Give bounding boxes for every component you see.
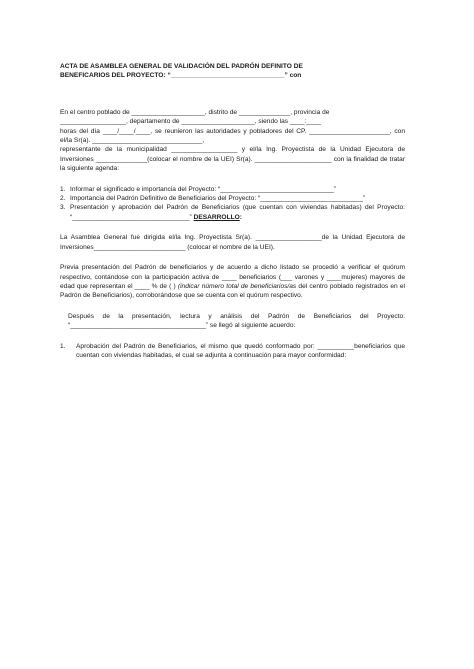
intro-line-1: En el centro poblado de ____________________, distrito de ______________, provincia de [60, 108, 330, 116]
quorum-italic-note: (indicar número total de beneficiarios/as [177, 282, 297, 290]
agreement-text: Aprobación del Padrón de Beneficiarios, el mismo que quedó conformado por: __________beneficiarios que cuentan con viviendas habitadas, el cual se adjunta a continuación para mayor conformidad: [76, 342, 405, 359]
intro-line-3: horas del día ____/____/____, se reunieron las autoridades y pobladores del CP. ______________________, con el/la Sr(a). ______________________________, [60, 127, 405, 145]
agenda-item [60, 194, 405, 203]
agenda-item [60, 185, 405, 194]
agenda-item-number: 3. [60, 204, 66, 212]
agenda-item-text: Presentación y aprobación del Padrón de Beneficiarios (que cuentan con viviendas habitadas) del Proyecto: “________________________________” [70, 204, 405, 221]
intro-line-2: __________________, departamento de ____________________, siendo las ____:____ [60, 118, 322, 126]
agenda-list [60, 185, 405, 223]
agenda-item-number: 2. [60, 195, 66, 203]
agenda-item-number: 1. [60, 185, 66, 193]
quorum-paragraph [60, 263, 405, 301]
title-line-1: ACTA DE ASAMBLEA GENERAL DE VALIDACIÓN DEL PADRÓN DEFINITO DE [60, 63, 303, 70]
title-line-2: BENEFICARIOS DEL PROYECTO: “_______________________________” con [60, 72, 302, 80]
review-paragraph: Después de la presentación, lectura y análisis del Padrón de Beneficiarios del Proyecto: “_____________________________________” se llegó al siguiente acuerdo: [68, 312, 405, 330]
direction-paragraph: La Asamblea General fue dirigida el/la Ing. Proyectista Sr(a). __________________de la Unidad Ejecutora de Inversiones_________________________ (colocar el nombre de la UEI). [60, 234, 405, 251]
quorum-text-a: Previa presentación del Padrón de beneficiarios y de acuerdo a dicho listado se procedió a verificar el quórum respectivo, contándose con la participación activa de ____ beneficiarios (___ varones y ____mujeres) mayores de edad que representan el ____ % de ( ) [60, 264, 405, 290]
intro-paragraph [60, 108, 405, 174]
agreement-item [60, 342, 405, 361]
document-body [60, 62, 405, 360]
document-title [60, 62, 405, 81]
agenda-item [60, 203, 405, 222]
quorum-text-b: del centro poblado registrados en el Padrón de Beneficiarios), corroborándose que se cuenta con el quórum respectivo. [60, 282, 405, 300]
agenda-item-text: Informar el significado e importancia del Proyecto: “_______________________________” [70, 185, 337, 193]
intro-line-4: representante de la municipalidad __________________ y el/la Ing. Proyectista de la Unidad Ejecutora de Inversiones ______________(colocar el nombre de la UEI) Sr(a). _____________________ con la finalidad de tratar la siguiente agenda: [60, 146, 405, 173]
agenda-item-text: Importancia del Padrón Definitivo de Beneficiarios del Proyecto: “____________________________” [70, 195, 366, 203]
desarrollo-heading: DESARROLLO: [193, 213, 242, 221]
agreement-number: 1. [60, 342, 66, 350]
